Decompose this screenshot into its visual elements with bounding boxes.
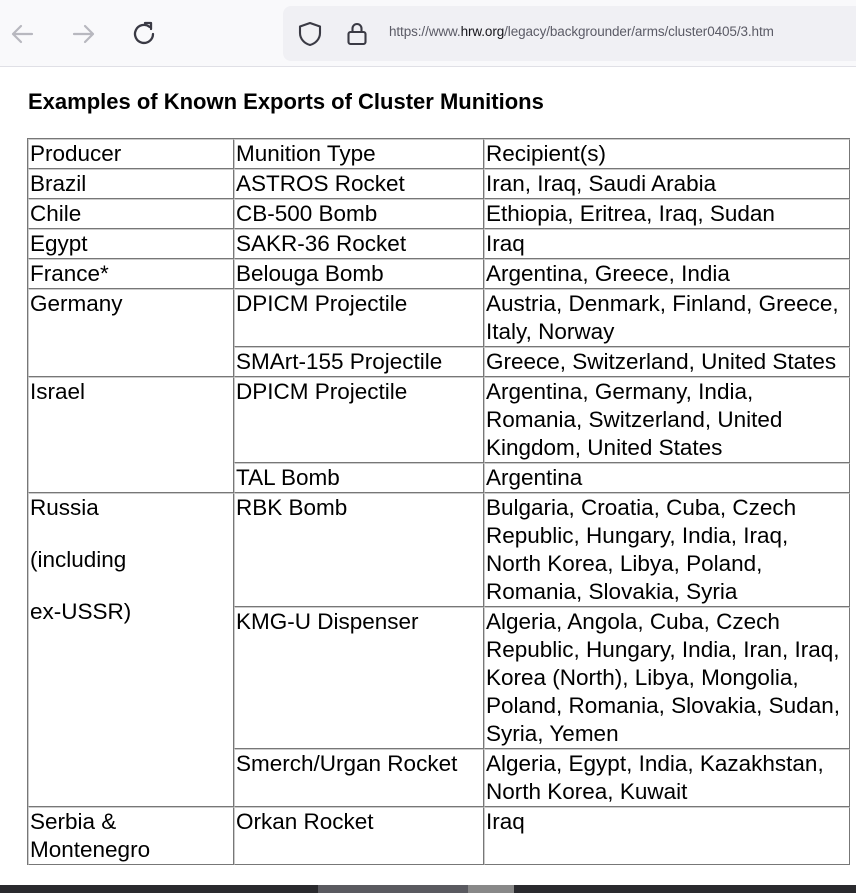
recipients-cell: Algeria, Egypt, India, Kazakhstan, North Korea, Kuwait <box>484 749 850 807</box>
recipients-cell: Ethiopia, Eritrea, Iraq, Sudan <box>484 199 850 229</box>
table-row <box>28 229 850 259</box>
producer-cell: Israel <box>28 377 234 493</box>
munition-cell: DPICM Projectile <box>234 377 484 463</box>
munition-cell: KMG-U Dispenser <box>234 607 484 749</box>
url-text[interactable] <box>389 24 774 39</box>
address-bar[interactable] <box>283 6 856 61</box>
table-row <box>28 169 850 199</box>
table-row <box>28 259 850 289</box>
producer-cell: Germany <box>28 289 234 377</box>
exports-table <box>27 138 850 865</box>
munition-cell: SAKR-36 Rocket <box>234 229 484 259</box>
scrollbar-thumb[interactable] <box>318 885 468 893</box>
header-cell: Recipient(s) <box>484 139 850 169</box>
producer-line: (including <box>30 547 127 572</box>
header-cell: Munition Type <box>234 139 484 169</box>
forward-arrow-icon <box>70 20 98 48</box>
producer-cell <box>28 493 234 807</box>
lock-icon <box>344 21 370 47</box>
scrollbar-thumb-highlight[interactable] <box>468 885 514 893</box>
producer-cell: Egypt <box>28 229 234 259</box>
munition-cell: Smerch/Urgan Rocket <box>234 749 484 807</box>
recipients-cell: Iraq <box>484 229 850 259</box>
browser-toolbar <box>0 0 856 67</box>
munition-cell: DPICM Projectile <box>234 289 484 347</box>
producer-cell: Brazil <box>28 169 234 199</box>
table-row <box>28 807 850 865</box>
table-row <box>28 377 850 463</box>
recipients-cell: Iraq <box>484 807 850 865</box>
recipients-cell: Argentina, Germany, India, Romania, Switzerland, United Kingdom, United States <box>484 377 850 463</box>
page-title: Examples of Known Exports of Cluster Munitions <box>28 89 544 114</box>
producer-line: ex-USSR) <box>30 599 132 624</box>
forward-button[interactable] <box>64 14 104 54</box>
recipients-cell: Greece, Switzerland, United States <box>484 347 850 377</box>
horizontal-scrollbar[interactable] <box>0 885 856 893</box>
producer-cell: Serbia & Montenegro <box>28 807 234 865</box>
table-row <box>28 199 850 229</box>
recipients-cell: Algeria, Angola, Cuba, Czech Republic, Hungary, India, Iran, Iraq, Korea (North), Libya, Mongolia, Poland, Romania, Slovakia, Sudan, Syria, Yemen <box>484 607 850 749</box>
page-content <box>0 67 856 885</box>
recipients-cell: Iran, Iraq, Saudi Arabia <box>484 169 850 199</box>
recipients-cell: Austria, Denmark, Finland, Greece, Italy, Norway <box>484 289 850 347</box>
table-row <box>28 493 850 607</box>
munition-cell: RBK Bomb <box>234 493 484 607</box>
producer-line: Russia <box>30 495 99 520</box>
table-header-row <box>28 139 850 169</box>
munition-cell: CB-500 Bomb <box>234 199 484 229</box>
munition-cell: SMArt-155 Projectile <box>234 347 484 377</box>
munition-cell: Orkan Rocket <box>234 807 484 865</box>
url-path: /legacy/backgrounder/arms/cluster0405/3.htm <box>504 24 774 39</box>
reload-icon <box>131 20 159 48</box>
back-arrow-icon <box>8 20 36 48</box>
table-row <box>28 289 850 347</box>
recipients-cell: Bulgaria, Croatia, Cuba, Czech Republic, Hungary, India, Iraq, North Korea, Libya, Poland, Romania, Slovakia, Syria <box>484 493 850 607</box>
producer-cell: France* <box>28 259 234 289</box>
shield-icon <box>297 21 323 47</box>
back-button[interactable] <box>2 14 42 54</box>
tracking-protection-button[interactable] <box>295 19 325 49</box>
munition-cell: TAL Bomb <box>234 463 484 493</box>
url-prefix: https://www. <box>389 24 461 39</box>
munition-cell: ASTROS Rocket <box>234 169 484 199</box>
header-cell: Producer <box>28 139 234 169</box>
recipients-cell: Argentina, Greece, India <box>484 259 850 289</box>
recipients-cell: Argentina <box>484 463 850 493</box>
url-domain: hrw.org <box>460 24 505 39</box>
reload-button[interactable] <box>125 14 165 54</box>
munition-cell: Belouga Bomb <box>234 259 484 289</box>
site-security-button[interactable] <box>342 19 372 49</box>
producer-cell: Chile <box>28 199 234 229</box>
